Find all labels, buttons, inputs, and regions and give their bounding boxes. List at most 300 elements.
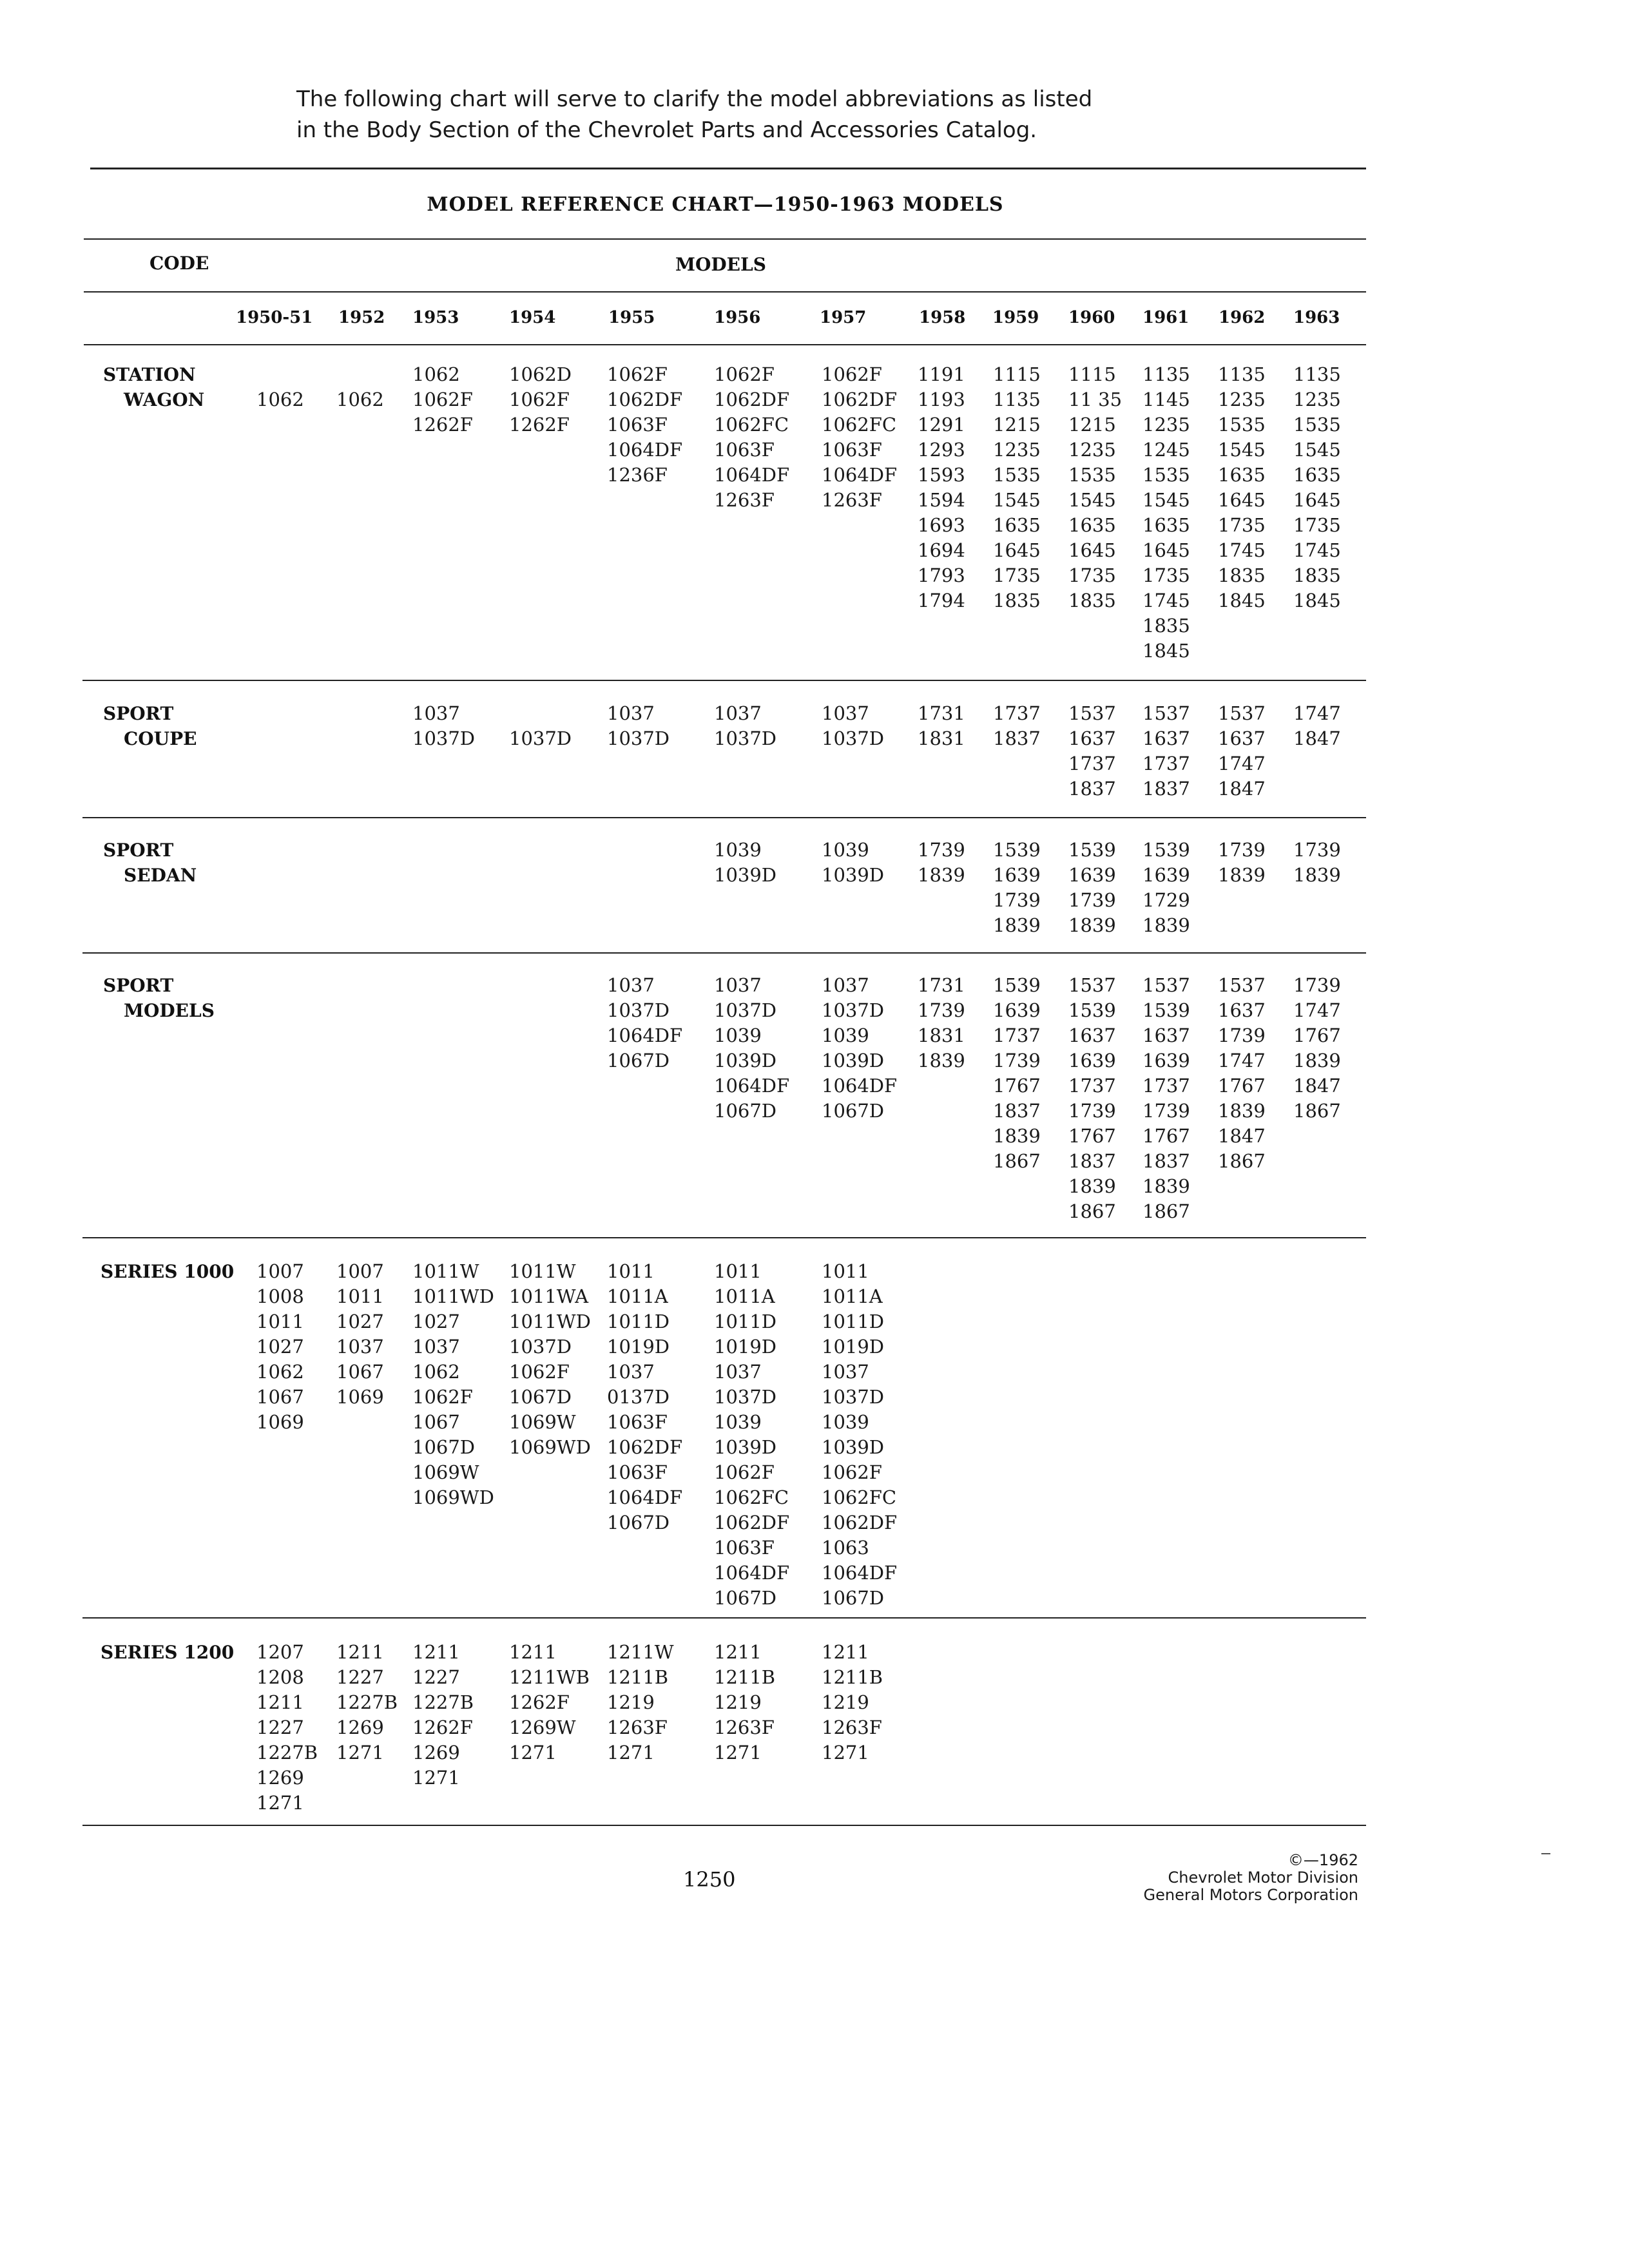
model-code: 1739: [918, 999, 965, 1021]
year-header-1955: 1955: [608, 308, 655, 327]
model-code: 1867: [1218, 1150, 1266, 1172]
model-code: 1263F: [714, 489, 775, 511]
model-code: 1007: [256, 1260, 304, 1282]
model-code: 1227B: [412, 1691, 474, 1713]
model-code: 1235: [1068, 439, 1116, 461]
model-code: 1027: [336, 1311, 384, 1332]
year-header-1954: 1954: [509, 308, 556, 327]
model-code: 1537: [1218, 974, 1266, 996]
year-header-1952: 1952: [338, 308, 385, 327]
model-code: 1064DF: [822, 1562, 898, 1584]
model-code: 1845: [1218, 590, 1266, 611]
model-code: 1839: [1293, 864, 1341, 886]
model-code: 1271: [336, 1742, 384, 1763]
model-code: 1271: [822, 1742, 869, 1763]
model-code: 1739: [918, 839, 965, 861]
model-code: 1011A: [607, 1285, 668, 1307]
model-code: 1537: [1068, 702, 1116, 724]
model-code: 1847: [1218, 1125, 1266, 1147]
model-code: 1211B: [822, 1666, 883, 1688]
model-code: 1062FC: [822, 1486, 897, 1508]
model-code: 1063F: [607, 414, 668, 436]
model-code: 1867: [1142, 1200, 1190, 1222]
top-rule: [90, 168, 1366, 169]
model-code: 1839: [918, 864, 965, 886]
header-rule: [84, 291, 1366, 293]
model-code: 1839: [993, 1125, 1041, 1147]
model-code: 1263F: [822, 1716, 882, 1738]
model-code: 1539: [1068, 999, 1116, 1021]
model-code: 1739: [1068, 1100, 1116, 1122]
model-code: 1739: [993, 889, 1041, 911]
model-code: 1037D: [822, 1386, 885, 1408]
model-code: 1067D: [822, 1100, 885, 1122]
model-code: 1637: [1142, 727, 1190, 749]
model-code: 1037D: [714, 727, 777, 749]
model-code: 1027: [412, 1311, 460, 1332]
model-code: 1211W: [607, 1641, 674, 1663]
section-label-line: SPORT: [103, 840, 174, 861]
model-code: 1037: [412, 702, 460, 724]
model-code: 1831: [918, 727, 965, 749]
model-code: 1839: [1218, 1100, 1266, 1122]
model-code: 1545: [1142, 489, 1190, 511]
year-header-1961: 1961: [1142, 308, 1190, 327]
model-code: 1062: [412, 363, 460, 385]
model-code: 1737: [1068, 1075, 1116, 1097]
model-code: 1263F: [607, 1716, 668, 1738]
model-code: 1269: [412, 1742, 460, 1763]
model-code: 1062D: [509, 363, 572, 385]
model-code: 1262F: [509, 1691, 570, 1713]
model-code: 1227B: [336, 1691, 398, 1713]
model-code: 1039D: [822, 1050, 885, 1072]
model-code: 1011A: [714, 1285, 775, 1307]
model-code: 1069: [336, 1386, 384, 1408]
model-code: 1767: [1293, 1024, 1341, 1046]
model-code: 1635: [1293, 464, 1341, 486]
model-code: 1027: [256, 1336, 304, 1358]
model-code: 1839: [993, 914, 1041, 936]
section-label: [0, 701, 197, 751]
model-code: 1235: [1293, 389, 1341, 410]
model-code: 1211: [256, 1691, 304, 1713]
model-code: 1235: [993, 439, 1041, 461]
model-code: 1063F: [822, 439, 882, 461]
model-code: 1645: [1218, 489, 1266, 511]
model-code: 1735: [1068, 564, 1116, 586]
model-code: 1269: [336, 1716, 384, 1738]
model-code: 1236F: [607, 464, 668, 486]
model-code: 1835: [1068, 590, 1116, 611]
model-code: 1062F: [714, 363, 775, 385]
model-code: 1735: [1293, 514, 1341, 536]
model-code: 1062F: [714, 1461, 775, 1483]
model-code: 1069W: [412, 1461, 479, 1483]
model-code: 1069W: [509, 1411, 576, 1433]
model-code: 1539: [1142, 839, 1190, 861]
model-code: 1639: [1068, 864, 1116, 886]
model-code: 1767: [1068, 1125, 1116, 1147]
model-code: 1019D: [607, 1336, 670, 1358]
model-code: 1062F: [822, 1461, 882, 1483]
model-code: 1235: [1142, 414, 1190, 436]
section-rule: [82, 952, 1366, 954]
model-code: 1831: [918, 1024, 965, 1046]
model-code: 1039D: [714, 864, 777, 886]
model-code: 1011W: [412, 1260, 479, 1282]
model-code: 1839: [1068, 1175, 1116, 1197]
model-code: 1037D: [714, 1386, 777, 1408]
model-code: 1067: [256, 1386, 304, 1408]
model-code: 1011: [822, 1260, 869, 1282]
model-code: 1227: [336, 1666, 384, 1688]
model-code: 1062F: [509, 389, 570, 410]
model-code: 1011WD: [412, 1285, 494, 1307]
model-code: 1063F: [714, 1537, 775, 1559]
model-code: 1039D: [822, 1436, 885, 1458]
section-rule: [82, 680, 1366, 681]
model-code: 1747: [1218, 1050, 1266, 1072]
model-code: 1007: [336, 1260, 384, 1282]
year-header-1958: 1958: [919, 308, 966, 327]
model-code: 1037D: [412, 727, 476, 749]
model-code: 1537: [1142, 974, 1190, 996]
page-number: 1250: [683, 1867, 736, 1892]
model-code: 1062: [256, 1361, 304, 1383]
model-code: 1737: [1142, 753, 1190, 774]
model-code: 1747: [1218, 753, 1266, 774]
model-code: 1291: [918, 414, 965, 436]
model-code: 1847: [1293, 1075, 1341, 1097]
model-code: 1839: [918, 1050, 965, 1072]
model-code: 1739: [1218, 1024, 1266, 1046]
model-code: 1735: [993, 564, 1041, 586]
model-code: 1011WD: [509, 1311, 591, 1332]
model-code: 1215: [1068, 414, 1116, 436]
model-code: 1011: [714, 1260, 762, 1282]
model-code: 1839: [1142, 914, 1190, 936]
model-code: 1839: [1293, 1050, 1341, 1072]
model-code: 1011D: [714, 1311, 777, 1332]
model-code: 1639: [993, 999, 1041, 1021]
model-code: 1069WD: [509, 1436, 591, 1458]
model-code: 1067D: [607, 1050, 670, 1072]
model-code: 1064DF: [714, 1562, 790, 1584]
model-code: 1645: [1068, 539, 1116, 561]
model-code: 1211B: [714, 1666, 776, 1688]
model-code: 1535: [1068, 464, 1116, 486]
model-code: 1847: [1293, 727, 1341, 749]
model-code: 1637: [1218, 727, 1266, 749]
model-code: 1737: [1068, 753, 1116, 774]
model-code: 1735: [1142, 564, 1190, 586]
model-code: 1062: [336, 389, 384, 410]
model-code: 1069WD: [412, 1486, 494, 1508]
model-code: 1037: [714, 974, 762, 996]
model-code: 1867: [1293, 1100, 1341, 1122]
model-code: 1839: [1142, 1175, 1190, 1197]
model-code: 1739: [993, 1050, 1041, 1072]
model-code: 1062DF: [714, 389, 790, 410]
model-code: 1067D: [822, 1587, 885, 1609]
model-code: 1537: [1142, 702, 1190, 724]
model-code: 1067: [336, 1361, 384, 1383]
section-label-line: SPORT: [103, 975, 174, 996]
model-code: 1262F: [412, 1716, 473, 1738]
model-code: 1837: [993, 727, 1041, 749]
model-code: 1037: [607, 702, 655, 724]
model-code: 1539: [1142, 999, 1190, 1021]
model-code: 1039D: [822, 864, 885, 886]
model-code: 0137D: [607, 1386, 670, 1408]
model-code: 1637: [1218, 999, 1266, 1021]
model-code: 1219: [607, 1691, 655, 1713]
model-code: 1735: [1218, 514, 1266, 536]
model-code: 1062F: [412, 389, 473, 410]
model-code: 1135: [993, 389, 1041, 410]
section-label-line: COUPE: [124, 728, 197, 749]
model-code: 1837: [1068, 778, 1116, 800]
section-rule: [82, 1617, 1366, 1619]
model-code: 1037D: [607, 727, 670, 749]
model-code: 1215: [993, 414, 1041, 436]
model-code: 1062F: [607, 363, 668, 385]
model-code: 1737: [1142, 1075, 1190, 1097]
model-code: 1062DF: [714, 1512, 790, 1533]
section-label-line: SERIES 1000: [101, 1261, 235, 1282]
model-code: 1062DF: [822, 389, 898, 410]
model-code: 11 35: [1068, 389, 1123, 410]
model-code: 1745: [1293, 539, 1341, 561]
model-code: 1835: [1218, 564, 1266, 586]
model-code: 1011D: [822, 1311, 885, 1332]
model-code: 1271: [607, 1742, 655, 1763]
model-code: 1794: [918, 590, 965, 611]
model-code: 1063F: [714, 439, 775, 461]
model-code: 1539: [1068, 839, 1116, 861]
model-code: 1737: [993, 702, 1041, 724]
model-code: 1039: [714, 839, 762, 861]
model-code: 1211: [822, 1641, 869, 1663]
model-code: 1845: [1293, 590, 1341, 611]
model-code: 1545: [1068, 489, 1116, 511]
model-code: 1867: [993, 1150, 1041, 1172]
model-code: 1135: [1142, 363, 1190, 385]
section-label-line: SEDAN: [124, 865, 197, 886]
model-code: 1067D: [607, 1512, 670, 1533]
footer: [1144, 1852, 1358, 1904]
section-label: [0, 1259, 235, 1284]
model-code: 1011: [336, 1285, 384, 1307]
section-label: [0, 362, 205, 412]
footer-line-1: Chevrolet Motor Division: [1168, 1869, 1358, 1887]
model-code: 1207: [256, 1641, 304, 1663]
model-code: 1011D: [607, 1311, 670, 1332]
year-header-1963: 1963: [1293, 308, 1340, 327]
model-code: 1062FC: [822, 414, 897, 436]
model-code: 1539: [993, 839, 1041, 861]
model-code: 1269W: [509, 1716, 576, 1738]
section-label-line: MODELS: [124, 1000, 215, 1021]
model-code: 1037: [714, 702, 762, 724]
model-code: 1064DF: [714, 464, 790, 486]
section-label-line: SPORT: [103, 703, 174, 724]
model-code: 1211: [412, 1641, 460, 1663]
model-code: 1211: [509, 1641, 557, 1663]
model-code: 1011W: [509, 1260, 576, 1282]
model-code: 1593: [918, 464, 965, 486]
model-code: 1037: [607, 974, 655, 996]
model-code: 1064DF: [822, 464, 898, 486]
model-code: 1767: [1218, 1075, 1266, 1097]
model-code: 1263F: [822, 489, 882, 511]
model-code: 1039: [714, 1024, 762, 1046]
model-code: 1037D: [509, 727, 572, 749]
model-code: 1839: [1068, 914, 1116, 936]
models-header: MODELS: [675, 254, 766, 275]
model-code: 1067: [412, 1411, 460, 1433]
model-code: 1793: [918, 564, 965, 586]
model-code: 1227: [256, 1716, 304, 1738]
model-code: 1227B: [256, 1742, 318, 1763]
model-code: 1037: [822, 1361, 869, 1383]
model-code: 1062FC: [714, 1486, 789, 1508]
model-code: 1062FC: [714, 414, 789, 436]
model-code: 1039D: [714, 1436, 777, 1458]
model-code: 1747: [1293, 702, 1341, 724]
model-code: 1211B: [607, 1666, 669, 1688]
model-code: 1535: [1218, 414, 1266, 436]
model-code: 1639: [1142, 1050, 1190, 1072]
model-code: 1739: [1218, 839, 1266, 861]
model-code: 1637: [1068, 1024, 1116, 1046]
year-rule: [84, 344, 1366, 345]
model-code: 1537: [1068, 974, 1116, 996]
model-code: 1271: [412, 1767, 460, 1789]
model-code: 1037D: [822, 999, 885, 1021]
model-code: 1062: [256, 389, 304, 410]
model-code: 1135: [1218, 363, 1266, 385]
model-code: 1535: [993, 464, 1041, 486]
model-code: 1694: [918, 539, 965, 561]
model-code: 1767: [993, 1075, 1041, 1097]
model-code: 1067D: [509, 1386, 572, 1408]
year-header-1962: 1962: [1219, 308, 1266, 327]
model-code: 1063F: [607, 1461, 668, 1483]
model-code: 1211: [714, 1641, 762, 1663]
footer-line-2: General Motors Corporation: [1143, 1886, 1358, 1904]
model-code: 1637: [1068, 727, 1116, 749]
year-header-1960: 1960: [1068, 308, 1115, 327]
model-code: 1193: [918, 389, 965, 410]
section-rule: [82, 817, 1366, 818]
model-code: 1537: [1218, 702, 1266, 724]
model-code: 1011: [607, 1260, 655, 1282]
model-code: 1545: [993, 489, 1041, 511]
section-label: [0, 838, 197, 888]
model-code: 1037: [336, 1336, 384, 1358]
model-code: 1745: [1142, 590, 1190, 611]
model-code: 1645: [993, 539, 1041, 561]
model-code: 1839: [1218, 864, 1266, 886]
model-code: 1227: [412, 1666, 460, 1688]
model-code: 1067D: [714, 1587, 777, 1609]
model-code: 1208: [256, 1666, 304, 1688]
model-code: 1039: [822, 839, 869, 861]
model-code: 1639: [1142, 864, 1190, 886]
intro-line-2: in the Body Section of the Chevrolet Parts and Accessories Catalog.: [296, 117, 1037, 143]
model-code: 1008: [256, 1285, 304, 1307]
year-header-1950-51: 1950-51: [236, 308, 313, 327]
model-code: 1019D: [822, 1336, 885, 1358]
model-code: 1011: [256, 1311, 304, 1332]
model-code: 1219: [714, 1691, 762, 1713]
model-code: 1271: [256, 1792, 304, 1814]
model-code: 1739: [1293, 839, 1341, 861]
year-header-1957: 1957: [820, 308, 867, 327]
model-code: 1731: [918, 974, 965, 996]
model-code: 1145: [1142, 389, 1190, 410]
model-code: 1064DF: [714, 1075, 790, 1097]
model-code: 1062: [412, 1361, 460, 1383]
model-code: 1037: [822, 974, 869, 996]
intro-line-1: The following chart will serve to clarify the model abbreviations as listed: [296, 86, 1093, 112]
model-code: 1545: [1218, 439, 1266, 461]
model-code: 1039: [714, 1411, 762, 1433]
model-code: 1235: [1218, 389, 1266, 410]
model-code: 1039: [822, 1411, 869, 1433]
model-code: 1837: [1068, 1150, 1116, 1172]
model-code: 1069: [256, 1411, 304, 1433]
model-code: 1037: [412, 1336, 460, 1358]
model-code: 1064DF: [607, 439, 683, 461]
section-label: [0, 973, 215, 1023]
model-code: 1135: [1293, 363, 1341, 385]
model-code: 1037: [822, 702, 869, 724]
model-code: 1645: [1142, 539, 1190, 561]
model-code: 1729: [1142, 889, 1190, 911]
model-code: 1245: [1142, 439, 1190, 461]
model-code: 1062DF: [822, 1512, 898, 1533]
model-code: 1062F: [509, 1361, 570, 1383]
model-code: 1037D: [509, 1336, 572, 1358]
model-code: 1037: [714, 1361, 762, 1383]
model-code: 1731: [918, 702, 965, 724]
model-code: 1115: [1068, 363, 1116, 385]
model-code: 1262F: [412, 414, 473, 436]
copyright: ©—1962: [1287, 1851, 1358, 1869]
model-code: 1115: [993, 363, 1041, 385]
model-code: 1739: [1293, 974, 1341, 996]
model-code: 1067D: [412, 1436, 476, 1458]
model-code: 1545: [1293, 439, 1341, 461]
model-code: 1535: [1142, 464, 1190, 486]
model-code: 1635: [1068, 514, 1116, 536]
model-code: 1745: [1218, 539, 1266, 561]
model-code: 1037: [607, 1361, 655, 1383]
model-code: 1645: [1293, 489, 1341, 511]
model-code: 1037D: [714, 999, 777, 1021]
title-rule: [84, 238, 1366, 240]
model-code: 1271: [714, 1742, 762, 1763]
code-header: CODE: [149, 253, 209, 274]
model-code: 1067D: [714, 1100, 777, 1122]
model-code: 1739: [1068, 889, 1116, 911]
model-code: 1011A: [822, 1285, 883, 1307]
model-code: 1064DF: [822, 1075, 898, 1097]
model-code: 1739: [1142, 1100, 1190, 1122]
